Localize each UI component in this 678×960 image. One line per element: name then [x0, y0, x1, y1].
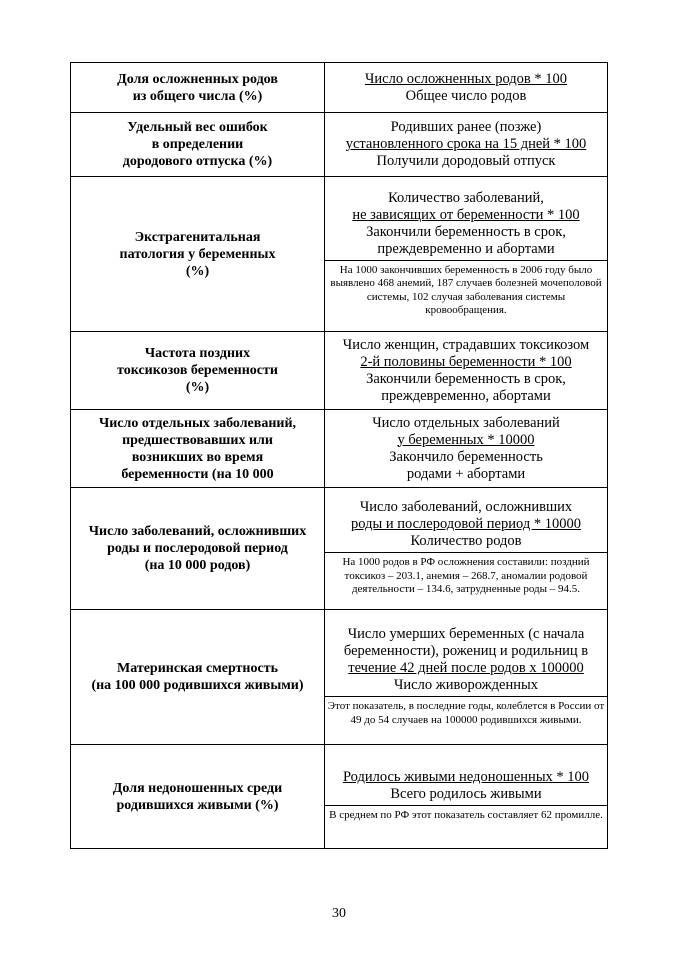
indicator-line: (на 10 000 родов) — [144, 558, 251, 573]
formula-line: Родивших ранее (позже) — [390, 119, 542, 135]
formula-line: Закончили беременность в срок, — [366, 223, 566, 240]
formula-numerator: течение 42 дней после родов х 100000 — [348, 660, 584, 676]
indicator-line: Число отдельных заболеваний, — [98, 415, 297, 431]
table-row — [71, 63, 608, 113]
formula-cell — [325, 410, 608, 488]
indicator-cell — [71, 113, 325, 177]
indicator-line: (%) — [185, 380, 210, 395]
formula-cell — [325, 488, 608, 610]
indicator-cell — [71, 745, 325, 849]
statistics-note: В среднем по РФ этот показатель составляет 62 промилле. — [325, 805, 607, 826]
table-row — [71, 410, 608, 488]
indicator-line: патология у беременных — [119, 246, 276, 262]
table-row — [71, 745, 608, 849]
formula-cell — [325, 177, 608, 332]
indicators-table-body — [71, 63, 608, 849]
formula-cell — [325, 332, 608, 410]
formula — [325, 413, 607, 485]
table-row — [71, 177, 608, 332]
formula-line: Число женщин, страдавших токсикозом — [342, 336, 590, 353]
formula — [325, 767, 607, 805]
indicator-cell — [71, 410, 325, 488]
indicator-line: дородового отпуска (%) — [122, 154, 273, 169]
indicator-line: Материнская смертность — [116, 661, 278, 676]
indicator-cell — [71, 63, 325, 113]
formula-line: Получили дородовый отпуск — [376, 153, 556, 169]
indicator-line: Экстрагенитальная — [134, 229, 261, 245]
indicator-line: Доля недоношенных среди — [112, 780, 283, 796]
formula-line: Число заболеваний, осложнивших — [359, 499, 573, 516]
formula-line: Число отдельных заболеваний — [372, 414, 560, 431]
formula — [325, 117, 607, 172]
formula-numerator: установленного срока на 15 дней * 100 — [345, 136, 587, 152]
indicator-line: из общего числа (%) — [132, 88, 263, 104]
table-row — [71, 488, 608, 610]
indicator-cell — [71, 488, 325, 610]
formula-line: Количество родов — [410, 533, 522, 550]
indicator-line: предшествовавших или — [122, 432, 273, 448]
indicator-line: роды и послеродовой период — [107, 541, 288, 556]
formula-line: Закончили беременность в срок, — [366, 370, 566, 387]
indicator-line: Частота поздних — [144, 346, 251, 361]
formula-numerator: Родилось живыми недоношенных * 100 — [342, 769, 590, 786]
table-row — [71, 610, 608, 745]
formula-line: преждевременно, абортами — [381, 387, 551, 404]
formula — [325, 188, 607, 260]
formula-numerator: 2-й половины беременности * 100 — [360, 353, 572, 370]
formula-line: Число живорожденных — [394, 677, 538, 693]
formula-numerator: Число осложненных родов * 100 — [364, 70, 568, 87]
indicator-line: беременности (на 10 000 — [121, 466, 274, 482]
statistics-note: Этот показатель, в последние годы, колеблется в России от 49 до 54 случаев на 100000 родившихся живыми. — [325, 696, 607, 730]
statistics-note: На 1000 родов в РФ осложнения составили: поздний токсикоз – 203.1, анемия – 268.7, аномалии родовой деятельности – 134.6, затрудненные роды – 94.5. — [325, 552, 607, 600]
table-row — [71, 113, 608, 177]
formula-cell — [325, 610, 608, 745]
formula — [325, 69, 607, 107]
indicator-line: токсикозов беременности — [117, 363, 278, 378]
indicator-line: Число заболеваний, осложнивших — [88, 524, 307, 539]
indicator-line: (на 100 000 родившихся живыми) — [91, 678, 304, 693]
formula-line: беременности), рожениц и родильниц в — [343, 643, 589, 659]
statistics-note: На 1000 закончивших беременность в 2006 году было выявлено 468 анемий, 187 случаев болезней мочеполовой системы, 102 случая заболевания системы кровообращения. — [325, 260, 607, 321]
indicator-line: родившихся живыми (%) — [116, 797, 279, 813]
formula — [325, 624, 607, 696]
formula-numerator: у беременных * 10000 — [397, 431, 535, 448]
formula-line: родами + абортами — [406, 465, 526, 482]
formula-numerator: не зависящих от беременности * 100 — [352, 206, 580, 223]
formula-line: Закончило беременность — [389, 448, 543, 465]
formula-cell — [325, 63, 608, 113]
page-number: 30 — [332, 906, 346, 921]
indicator-line: Доля осложненных родов — [117, 71, 278, 87]
formula-numerator: роды и послеродовой период * 10000 — [351, 516, 581, 533]
table-row — [71, 332, 608, 410]
indicator-cell — [71, 177, 325, 332]
indicator-line: (%) — [185, 263, 210, 279]
indicator-cell — [71, 332, 325, 410]
formula-cell — [325, 745, 608, 849]
indicator-cell — [71, 610, 325, 745]
formula-line: Число умерших беременных (с начала — [347, 626, 585, 642]
indicator-line: возникших во время — [131, 449, 264, 465]
formula-line: Общее число родов — [405, 87, 527, 104]
formula-line: Количество заболеваний, — [388, 189, 544, 206]
indicators-table — [70, 62, 608, 849]
formula-line: Всего родилось живыми — [390, 786, 542, 803]
formula — [325, 497, 607, 552]
formula-cell — [325, 113, 608, 177]
indicator-line: Удельный вес ошибок — [127, 120, 268, 135]
indicator-line: в определении — [151, 137, 244, 152]
formula-line: преждевременно и абортами — [377, 240, 555, 257]
formula — [325, 335, 607, 407]
